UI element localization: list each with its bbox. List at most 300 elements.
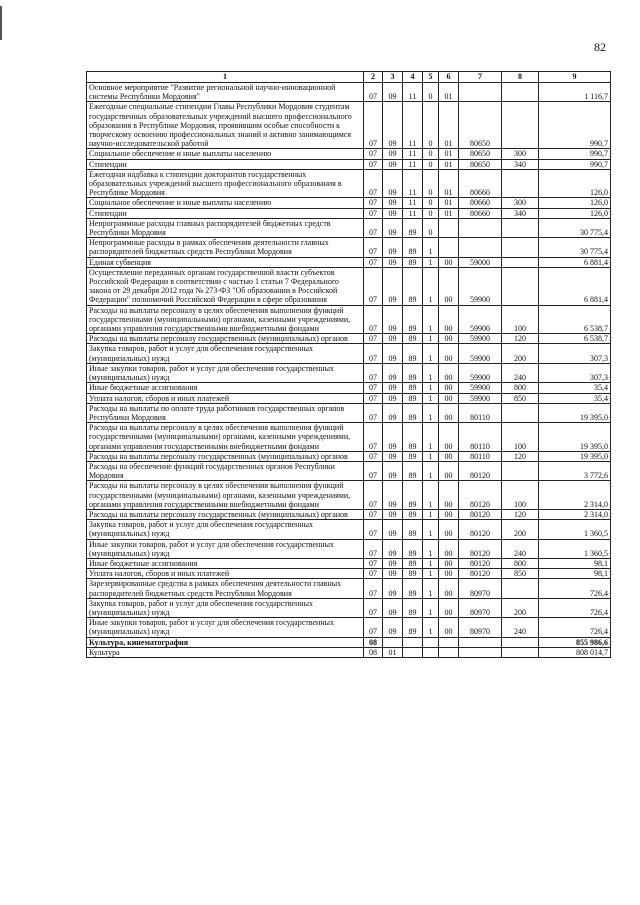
row-expense-type-code: 300 [502,198,539,208]
row-direction-code: 80970 [459,618,502,637]
row-name: Уплата налогов, сборов и иных платежей [87,569,364,579]
row-subsection-code: 09 [383,509,403,519]
row-name: Закупка товаров, работ и услуг для обеспечения государственных (муниципальных) нужд [87,520,364,539]
table-row [87,509,611,519]
row-subsection-code: 09 [383,149,403,159]
row-section-code: 07 [364,149,383,159]
row-amount: 19 395,0 [539,423,611,452]
row-program-code: 89 [403,569,423,579]
row-event-code: 00 [439,579,459,598]
row-name: Стипендии [87,159,364,169]
row-amount: 726,4 [539,598,611,617]
row-subprogram-code: 1 [423,451,439,461]
row-name: Социальное обеспечение и иные выплаты населению [87,149,364,159]
table-row [87,558,611,568]
row-subsection-code: 09 [383,334,403,344]
row-subprogram-code: 1 [423,579,439,598]
row-direction-code: 80970 [459,598,502,617]
row-program-code: 89 [403,481,423,510]
row-event-code: 00 [439,558,459,568]
row-program-code: 89 [403,334,423,344]
row-name: Стипендии [87,208,364,218]
row-direction-code: 59000 [459,257,502,267]
row-section-code: 07 [364,83,383,102]
row-subprogram-code: 1 [423,267,439,305]
row-subprogram-code: 1 [423,520,439,539]
table-row [87,598,611,617]
row-expense-type-code [502,102,539,149]
row-amount: 98,1 [539,558,611,568]
row-event-code: 01 [439,198,459,208]
row-name: Расходы на выплаты по оплате труда работников государственных органов Республики Мордовия [87,403,364,422]
col-header: 5 [423,72,439,83]
row-subprogram-code: 0 [423,83,439,102]
row-expense-type-code [502,218,539,237]
row-subsection-code: 09 [383,102,403,149]
row-subprogram-code: 1 [423,558,439,568]
row-subprogram-code: 1 [423,238,439,257]
row-expense-type-code: 200 [502,598,539,617]
row-direction-code: 80120 [459,509,502,519]
row-expense-type-code: 100 [502,423,539,452]
row-subsection-code: 09 [383,423,403,452]
row-name: Расходы на выплаты персоналу государственных (муниципальных) органов [87,509,364,519]
row-direction-code: 59900 [459,383,502,393]
row-amount: 855 986,6 [539,637,611,647]
row-subsection-code: 09 [383,238,403,257]
row-direction-code: 80970 [459,579,502,598]
row-amount: 726,4 [539,579,611,598]
row-direction-code: 59900 [459,267,502,305]
table-row [87,344,611,363]
row-expense-type-code: 850 [502,393,539,403]
table-row [87,618,611,637]
row-subsection-code: 09 [383,520,403,539]
row-program-code: 11 [403,169,423,198]
row-event-code: 00 [439,393,459,403]
row-amount: 990,7 [539,149,611,159]
row-amount: 1 360,5 [539,539,611,558]
row-subsection-code: 09 [383,208,403,218]
row-expense-type-code: 800 [502,383,539,393]
table-row [87,159,611,169]
budget-table [86,71,611,658]
row-program-code: 89 [403,579,423,598]
row-expense-type-code: 200 [502,520,539,539]
row-event-code: 00 [439,539,459,558]
row-event-code: 00 [439,383,459,393]
row-amount: 2 314,0 [539,509,611,519]
table-row [87,579,611,598]
row-name: Непрограммные расходы главных распорядителей бюджетных средств Республики Мордовия [87,218,364,237]
row-direction-code: 59900 [459,363,502,382]
page-number: 82 [594,40,606,54]
row-section-code: 07 [364,558,383,568]
row-subprogram-code [423,647,439,657]
row-event-code [439,637,459,647]
row-amount: 6 538,7 [539,305,611,334]
row-program-code: 89 [403,393,423,403]
row-subprogram-code: 1 [423,403,439,422]
row-amount: 126,0 [539,169,611,198]
row-subprogram-code [423,637,439,647]
row-section-code: 07 [364,218,383,237]
row-direction-code: 80650 [459,102,502,149]
row-name: Расходы на выплаты персоналу в целях обеспечения выполнения функций государственными (муниципальными) органами, казенными учреждениями, органами управления государственными внебюджетными фондами [87,305,364,334]
row-subsection-code: 09 [383,558,403,568]
row-program-code: 89 [403,218,423,237]
row-direction-code: 80120 [459,569,502,579]
row-section-code: 07 [364,423,383,452]
row-direction-code: 80660 [459,198,502,208]
row-subprogram-code: 1 [423,363,439,382]
row-subsection-code: 01 [383,647,403,657]
row-event-code: 00 [439,257,459,267]
row-expense-type-code: 800 [502,558,539,568]
row-subprogram-code: 1 [423,569,439,579]
col-header: 8 [502,72,539,83]
row-amount: 126,0 [539,208,611,218]
row-direction-code: 59900 [459,334,502,344]
row-direction-code: 80120 [459,461,502,480]
row-expense-type-code: 850 [502,569,539,579]
row-amount: 1 360,5 [539,520,611,539]
row-subsection-code: 09 [383,618,403,637]
row-expense-type-code: 240 [502,363,539,382]
row-program-code: 89 [403,238,423,257]
col-header: 6 [439,72,459,83]
row-section-code: 07 [364,461,383,480]
row-subsection-code: 09 [383,598,403,617]
row-direction-code: 80110 [459,451,502,461]
row-amount: 3 772,6 [539,461,611,480]
row-subprogram-code: 0 [423,218,439,237]
row-name: Закупка товаров, работ и услуг для обеспечения государственных (муниципальных) нужд [87,344,364,363]
table-row [87,403,611,422]
row-expense-type-code: 120 [502,451,539,461]
col-header: 2 [364,72,383,83]
row-subsection-code: 09 [383,344,403,363]
row-section-code: 07 [364,451,383,461]
row-event-code: 00 [439,403,459,422]
row-expense-type-code: 120 [502,334,539,344]
row-program-code: 11 [403,83,423,102]
row-name: Ежегодные специальные стипендии Главы Республики Мордовия студентам государственных образовательных учреждений высшего профессионального образования в Республике Мордовия, проявившим особые способности к творческому освоению профессиональных знаний и активно занимающимся научно-исследовательской работой [87,102,364,149]
row-program-code: 89 [403,509,423,519]
table-row [87,569,611,579]
row-program-code: 89 [403,520,423,539]
row-section-code: 07 [364,520,383,539]
row-section-code: 07 [364,618,383,637]
row-subsection-code [383,637,403,647]
row-subsection-code: 09 [383,257,403,267]
row-name: Иные бюджетные ассигнования [87,383,364,393]
table-row [87,257,611,267]
table-row [87,305,611,334]
row-program-code: 89 [403,558,423,568]
row-name: Уплата налогов, сборов и иных платежей [87,393,364,403]
row-amount: 726,4 [539,618,611,637]
row-event-code: 00 [439,461,459,480]
row-section-code: 07 [364,539,383,558]
row-program-code: 89 [403,451,423,461]
row-expense-type-code: 100 [502,481,539,510]
row-subsection-code: 09 [383,569,403,579]
row-section-code: 07 [364,344,383,363]
row-program-code: 11 [403,159,423,169]
row-amount: 990,7 [539,102,611,149]
row-section-code: 07 [364,363,383,382]
row-name: Зарезервированные средства в рамках обеспечения деятельности главных распорядителей бюджетных средств Республики Мордовия [87,579,364,598]
col-header: 4 [403,72,423,83]
row-event-code: 00 [439,598,459,617]
row-amount: 808 014,7 [539,647,611,657]
row-event-code: 00 [439,267,459,305]
row-name: Расходы на выплаты персоналу в целях обеспечения выполнения функций государственными (муниципальными) органами, казенными учреждениями, органами управления государственными внебюджетными фондами [87,481,364,510]
table-row [87,461,611,480]
row-event-code [439,238,459,257]
row-subprogram-code: 1 [423,509,439,519]
row-subprogram-code: 1 [423,598,439,617]
row-event-code: 00 [439,451,459,461]
row-expense-type-code [502,238,539,257]
row-name: Иные закупки товаров, работ и услуг для обеспечения государственных (муниципальных) нужд [87,618,364,637]
row-subprogram-code: 0 [423,208,439,218]
row-subprogram-code: 1 [423,344,439,363]
row-name: Иные закупки товаров, работ и услуг для обеспечения государственных (муниципальных) нужд [87,539,364,558]
row-section-code: 07 [364,383,383,393]
row-name: Расходы на выплаты персоналу в целях обеспечения выполнения функций государственными (муниципальными) органами, казенными учреждениями, органами управления государственными внебюджетными фондами [87,423,364,452]
row-subprogram-code: 0 [423,198,439,208]
row-section-code: 07 [364,238,383,257]
row-program-code: 89 [403,598,423,617]
row-subsection-code: 09 [383,83,403,102]
row-section-code: 08 [364,637,383,647]
row-subsection-code: 09 [383,403,403,422]
row-amount: 6 881,4 [539,257,611,267]
row-expense-type-code: 340 [502,159,539,169]
row-section-code: 07 [364,598,383,617]
row-event-code: 01 [439,102,459,149]
row-expense-type-code: 340 [502,208,539,218]
row-program-code: 89 [403,344,423,363]
row-direction-code [459,238,502,257]
row-direction-code: 80110 [459,403,502,422]
row-name: Иные закупки товаров, работ и услуг для обеспечения государственных (муниципальных) нужд [87,363,364,382]
col-header: 9 [539,72,611,83]
row-direction-code: 80120 [459,481,502,510]
row-name: Единая субвенция [87,257,364,267]
row-section-code: 07 [364,569,383,579]
table-body [87,83,611,658]
table-row [87,383,611,393]
table-row [87,208,611,218]
col-header: 1 [87,72,364,83]
row-name: Социальное обеспечение и иные выплаты населению [87,198,364,208]
row-subsection-code: 09 [383,461,403,480]
row-program-code: 89 [403,618,423,637]
row-direction-code: 80120 [459,520,502,539]
row-direction-code: 59900 [459,393,502,403]
row-subprogram-code: 1 [423,257,439,267]
row-program-code: 11 [403,208,423,218]
table-row [87,198,611,208]
row-amount: 307,3 [539,363,611,382]
row-event-code: 01 [439,208,459,218]
row-event-code: 00 [439,618,459,637]
row-event-code: 00 [439,363,459,382]
row-section-code: 07 [364,208,383,218]
row-direction-code: 80660 [459,169,502,198]
row-section-code: 07 [364,169,383,198]
row-program-code: 11 [403,102,423,149]
row-section-code: 07 [364,481,383,510]
row-expense-type-code [502,169,539,198]
row-section-code: 07 [364,393,383,403]
row-expense-type-code [502,83,539,102]
row-section-code: 07 [364,403,383,422]
row-subprogram-code: 1 [423,461,439,480]
row-name: Расходы на обеспечение функций государственных органов Республики Мордовия [87,461,364,480]
row-program-code: 89 [403,267,423,305]
row-expense-type-code [502,647,539,657]
row-program-code: 11 [403,198,423,208]
row-event-code: 00 [439,344,459,363]
row-amount: 30 775,4 [539,218,611,237]
row-name: Расходы на выплаты персоналу государственных (муниципальных) органов [87,334,364,344]
table-row [87,647,611,657]
row-event-code: 00 [439,481,459,510]
row-amount: 6 538,7 [539,334,611,344]
table-row [87,363,611,382]
row-subprogram-code: 1 [423,423,439,452]
table-row [87,520,611,539]
row-section-code: 07 [364,305,383,334]
row-amount: 19 395,0 [539,451,611,461]
table-row [87,423,611,452]
row-program-code: 89 [403,461,423,480]
row-section-code: 08 [364,647,383,657]
row-event-code [439,218,459,237]
row-expense-type-code [502,403,539,422]
row-direction-code [459,218,502,237]
row-subsection-code: 09 [383,198,403,208]
row-event-code: 00 [439,334,459,344]
row-expense-type-code: 200 [502,344,539,363]
row-subprogram-code: 0 [423,149,439,159]
row-amount: 35,4 [539,383,611,393]
row-program-code: 89 [403,305,423,334]
table-row [87,539,611,558]
row-amount: 6 881,4 [539,267,611,305]
row-subprogram-code: 1 [423,481,439,510]
row-expense-type-code: 100 [502,305,539,334]
row-amount: 307,3 [539,344,611,363]
row-subprogram-code: 1 [423,393,439,403]
row-name: Непрограммные расходы в рамках обеспечения деятельности главных распорядителей бюджетных средств Республики Мордовия [87,238,364,257]
row-subsection-code: 09 [383,159,403,169]
row-direction-code: 59900 [459,305,502,334]
row-subprogram-code: 1 [423,539,439,558]
row-name: Основное мероприятие "Развитие региональной научно-инновационной системы Республики Мордовия" [87,83,364,102]
row-amount: 35,4 [539,393,611,403]
row-event-code: 01 [439,159,459,169]
row-section-code: 07 [364,102,383,149]
row-section-code: 07 [364,267,383,305]
table-row [87,393,611,403]
row-direction-code: 80660 [459,208,502,218]
row-subsection-code: 09 [383,393,403,403]
row-event-code: 00 [439,509,459,519]
row-subsection-code: 09 [383,363,403,382]
table-row [87,267,611,305]
row-expense-type-code [502,461,539,480]
row-amount: 19 395,0 [539,403,611,422]
header-row [87,72,611,83]
row-subsection-code: 09 [383,579,403,598]
row-name: Иные бюджетные ассигнования [87,558,364,568]
row-direction-code: 80120 [459,539,502,558]
row-section-code: 07 [364,579,383,598]
row-subsection-code: 09 [383,383,403,393]
table-row [87,149,611,159]
row-name: Закупка товаров, работ и услуг для обеспечения государственных (муниципальных) нужд [87,598,364,617]
row-program-code: 89 [403,403,423,422]
row-subsection-code: 09 [383,218,403,237]
row-event-code: 00 [439,520,459,539]
row-section-code: 07 [364,509,383,519]
row-subsection-code: 09 [383,267,403,305]
col-header: 3 [383,72,403,83]
row-direction-code: 80110 [459,423,502,452]
row-subprogram-code: 1 [423,383,439,393]
row-program-code: 89 [403,539,423,558]
row-amount: 990,7 [539,159,611,169]
table-row [87,169,611,198]
row-subprogram-code: 0 [423,159,439,169]
row-program-code [403,647,423,657]
row-direction-code [459,83,502,102]
row-section-code: 07 [364,257,383,267]
row-name: Культура [87,647,364,657]
row-subprogram-code: 1 [423,305,439,334]
row-expense-type-code [502,579,539,598]
row-program-code [403,637,423,647]
row-event-code: 01 [439,83,459,102]
row-event-code [439,647,459,657]
row-expense-type-code: 240 [502,539,539,558]
table-row [87,334,611,344]
row-subsection-code: 09 [383,451,403,461]
row-amount: 1 116,7 [539,83,611,102]
row-program-code: 11 [403,149,423,159]
row-program-code: 89 [403,423,423,452]
row-expense-type-code [502,257,539,267]
row-subprogram-code: 0 [423,102,439,149]
col-header: 7 [459,72,502,83]
row-expense-type-code [502,637,539,647]
table-row [87,451,611,461]
row-amount: 98,1 [539,569,611,579]
row-event-code: 01 [439,169,459,198]
row-section-code: 07 [364,198,383,208]
row-direction-code: 80650 [459,159,502,169]
page-edge-mark [0,6,2,40]
row-expense-type-code: 300 [502,149,539,159]
row-name: Осуществление переданных органам государственной власти субъектов Российской Федерации в соответствии с частью 1 статьи 7 Федерального закона от 29 декабря 2012 года № 273-ФЗ "Об образовании в Российской Федерации" полномочий Российской Федерации в сфере образования [87,267,364,305]
row-program-code: 89 [403,383,423,393]
row-subsection-code: 09 [383,169,403,198]
